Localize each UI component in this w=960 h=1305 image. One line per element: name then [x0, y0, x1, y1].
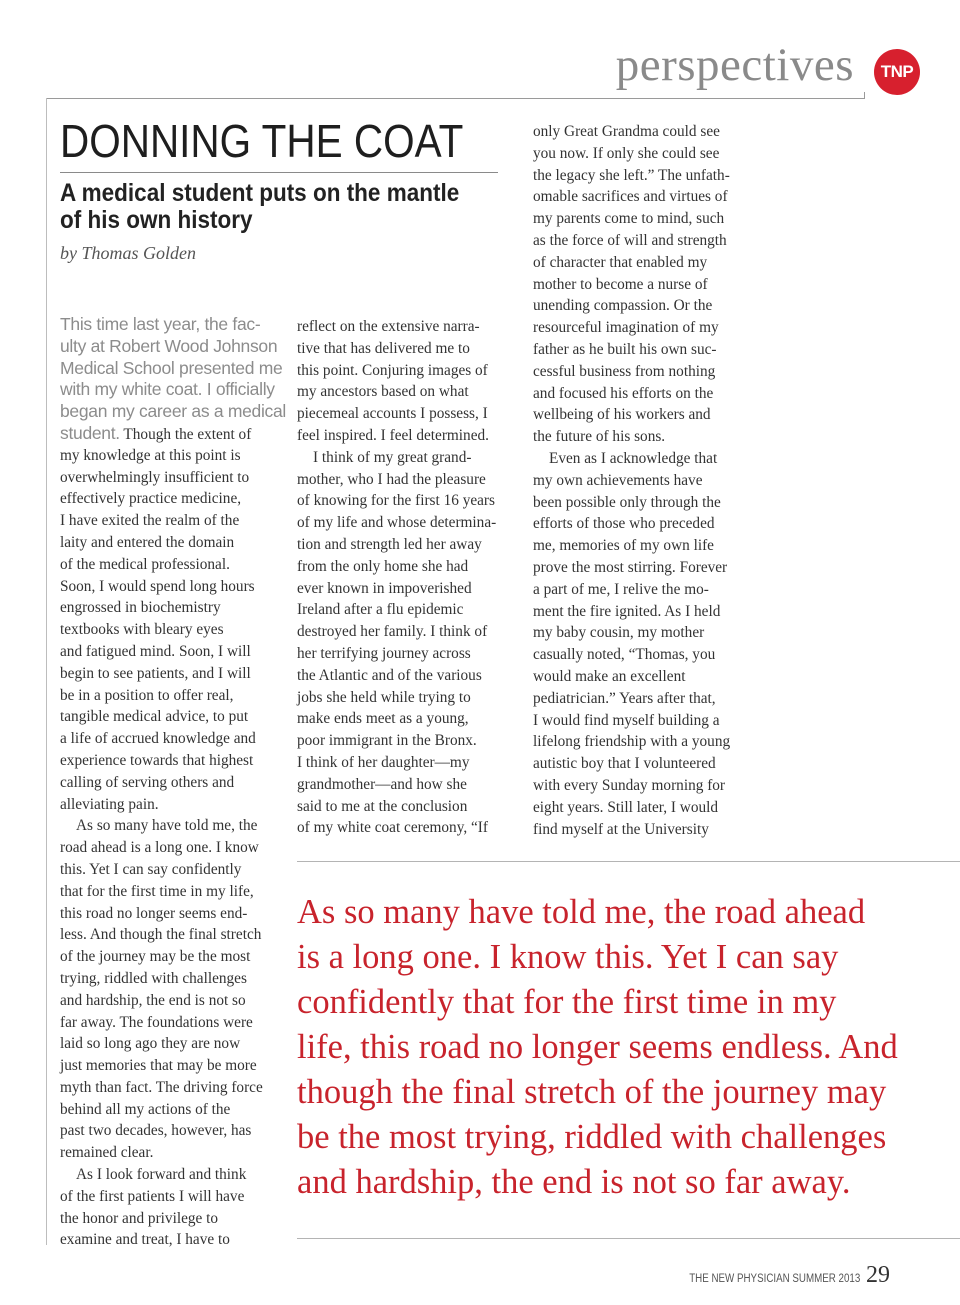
text-line: I have exited the realm of the [60, 512, 240, 530]
article-title: DONNING THE COAT [60, 115, 464, 167]
text-line: engrossed in biochemistry [60, 599, 221, 617]
text-line: As so many have told me, the road ahead [297, 893, 866, 931]
text-line: omable sacrifices and virtues of [533, 188, 728, 206]
text-line: Even as I acknowledge that [549, 449, 718, 467]
text-line: be in a position to offer real, [60, 686, 234, 704]
text-line: from the only home she had [297, 557, 469, 575]
text-line: of my white coat ceremony, “If [297, 819, 488, 837]
text-line: of my life and whose determina- [297, 514, 497, 532]
text-line: pediatrician.” Years after that, [533, 689, 716, 707]
text-line: of the first patients I will have [60, 1187, 245, 1205]
text-line: of character that enabled my [533, 253, 708, 271]
text-line: tion and strength led her away [297, 535, 482, 553]
text-line: this point. Conjuring images of [297, 361, 488, 379]
text-line: my own achievements have [533, 471, 703, 489]
text-line: efforts of those who preceded [533, 515, 715, 533]
text-line: Ireland after a flu epidemic [297, 601, 464, 619]
left-margin-rule [46, 98, 47, 1245]
text-line: and fatigued mind. Soon, I will [60, 642, 251, 660]
text-line: lifelong friendship with a young [533, 733, 731, 751]
text-line: make ends meet as a young, [297, 710, 469, 728]
lead-line: began my career as a medical [60, 401, 287, 422]
text-line: of the medical professional. [60, 555, 230, 573]
text-line: casually noted, “Thomas, you [533, 646, 716, 664]
text-line: As I look forward and think [76, 1166, 247, 1184]
lead-word: student. [60, 422, 120, 443]
text-line: jobs she held while trying to [297, 688, 471, 706]
header-rule [46, 98, 864, 99]
text-line: effectively practice medicine, [60, 490, 242, 508]
text-line: calling of serving others and [60, 773, 235, 791]
text-line: laid so long ago they are now [60, 1035, 241, 1053]
text-line: just memories that may be more [60, 1057, 257, 1075]
text-line: of the journey may be the most [60, 948, 251, 966]
pullquote-top-rule [297, 861, 960, 862]
pullquote-bottom-rule [297, 1238, 960, 1239]
text-line: feel inspired. I feel determined. [297, 426, 489, 444]
article-subtitle: A medical student puts on the mantle of his own history [60, 179, 460, 234]
text-line: unending compassion. Or the [533, 297, 713, 315]
text-line: I think of my great grand- [313, 448, 472, 466]
text-line: destroyed her family. I think of [297, 623, 488, 641]
text-line: prove the most stirring. Forever [533, 558, 728, 576]
text-line: past two decades, however, has [60, 1122, 252, 1140]
lead-line: This time last year, the fac- [60, 314, 261, 334]
text-line: eight years. Still later, I would [533, 798, 719, 816]
column-1-text [60, 445, 290, 1251]
text-line: road ahead is a long one. I know [60, 839, 259, 857]
text-line: examine and treat, I have to [60, 1231, 230, 1249]
text-line: you now. If only she could see [533, 144, 720, 162]
text-line: a life of accrued knowledge and [60, 730, 256, 748]
text-line: and hardship, the end is not so far away. [297, 1163, 851, 1201]
header-rule-tick [864, 92, 865, 99]
body-column-1 [60, 314, 290, 1251]
text-line: laity and entered the domain [60, 533, 235, 551]
lead-transition-line [60, 423, 290, 445]
text-line: tangible medical advice, to put [60, 708, 249, 726]
text-line: I would find myself building a [533, 711, 720, 729]
text-line: me, memories of my own life [533, 537, 714, 555]
text-line: myth than fact. The driving force [60, 1078, 263, 1096]
pull-quote [297, 890, 947, 1205]
text-line: my baby cousin, my mother [533, 624, 705, 642]
text-line: alleviating pain. [60, 795, 159, 813]
text-line: cessful business from nothing [533, 362, 716, 380]
text-line: this road no longer seems end- [60, 904, 248, 922]
text-line: I think of her daughter—my [297, 753, 470, 771]
text-line: and focused his efforts on the [533, 384, 714, 402]
page-footer [659, 1262, 890, 1289]
lead-line: ulty at Robert Wood Johnson [60, 335, 278, 356]
text-line: poor immigrant in the Bronx. [297, 732, 477, 750]
text-line: trying, riddled with challenges [60, 969, 247, 987]
title-rule [60, 172, 498, 173]
text-line: her terrifying journey across [297, 644, 471, 662]
text-line: autistic boy that I volunteered [533, 755, 716, 773]
text-line: and hardship, the end is not so [60, 991, 246, 1009]
text-line: Soon, I would spend long hours [60, 577, 255, 595]
body-column-2 [297, 316, 527, 839]
text-line: wellbeing of his workers and [533, 406, 711, 424]
text-line: piecemeal accounts I possess, I [297, 405, 488, 423]
body-text: Though the extent of [119, 425, 252, 443]
text-line: overwhelmingly insufficient to [60, 468, 250, 486]
text-line: said to me at the conclusion [297, 797, 468, 815]
text-line: though the final stretch of the journey may [297, 1073, 887, 1111]
text-line: been possible only through the [533, 493, 721, 511]
text-line: find myself at the University [533, 820, 709, 838]
text-line: father as he built his own suc- [533, 340, 717, 358]
text-line: mother, who I had the pleasure [297, 470, 486, 488]
text-line: with every Sunday morning for [533, 776, 726, 794]
text-line: as the force of will and strength [533, 231, 727, 249]
page-number: 29 [866, 1262, 890, 1288]
text-line: the legacy she left.” The unfath- [533, 166, 730, 184]
lead-line: with my white coat. I officially [60, 379, 275, 400]
text-line: behind all my actions of the [60, 1100, 231, 1118]
text-line: the Atlantic and of the various [297, 666, 482, 684]
text-line: that for the first time in my life, [60, 882, 254, 900]
text-line: would make an excellent [533, 667, 686, 685]
text-line: remained clear. [60, 1144, 154, 1162]
text-line: experience towards that highest [60, 751, 254, 769]
text-line: As so many have told me, the [76, 817, 258, 835]
text-line: life, this road no longer seems endless. And [297, 1028, 898, 1066]
text-line: the future of his sons. [533, 428, 666, 446]
text-line: be the most trying, riddled with challenges [297, 1118, 887, 1156]
text-line: grandmother—and how she [297, 775, 467, 793]
body-column-3 [533, 121, 763, 840]
section-label: perspectives [615, 39, 854, 91]
text-line: a part of me, I relive the mo- [533, 580, 709, 598]
byline: by Thomas Golden [60, 243, 196, 263]
text-line: textbooks with bleary eyes [60, 621, 224, 639]
pull-quote-text [297, 890, 947, 1205]
text-line: far away. The foundations were [60, 1013, 253, 1031]
text-line: the honor and privilege to [60, 1209, 219, 1227]
text-line: ever known in impoverished [297, 579, 472, 597]
text-line: my ancestors based on what [297, 383, 469, 401]
text-line: ment the fire ignited. As I held [533, 602, 721, 620]
text-line: this. Yet I can say confidently [60, 860, 242, 878]
text-line: mother to become a nurse of [533, 275, 708, 293]
text-line: less. And though the final stretch [60, 926, 262, 944]
tnp-logo-badge: TNP [874, 49, 920, 95]
text-line: tive that has delivered me to [297, 339, 470, 357]
text-line: confidently that for the first time in my [297, 983, 837, 1021]
text-line: my knowledge at this point is [60, 446, 241, 464]
text-line: my parents come to mind, such [533, 210, 725, 228]
publication-name: THE NEW PHYSICIAN SUMMER 2013 [688, 1273, 860, 1285]
lead-line: Medical School presented me [60, 357, 283, 378]
text-line: begin to see patients, and I will [60, 664, 251, 682]
column-3-text [533, 121, 763, 840]
text-line: is a long one. I know this. Yet I can say [297, 938, 839, 976]
text-line: reflect on the extensive narra- [297, 318, 480, 335]
column-2-text [297, 316, 527, 839]
text-line: resourceful imagination of my [533, 319, 719, 337]
text-line: of knowing for the first 16 years [297, 492, 495, 510]
text-line: only Great Grandma could see [533, 123, 720, 140]
